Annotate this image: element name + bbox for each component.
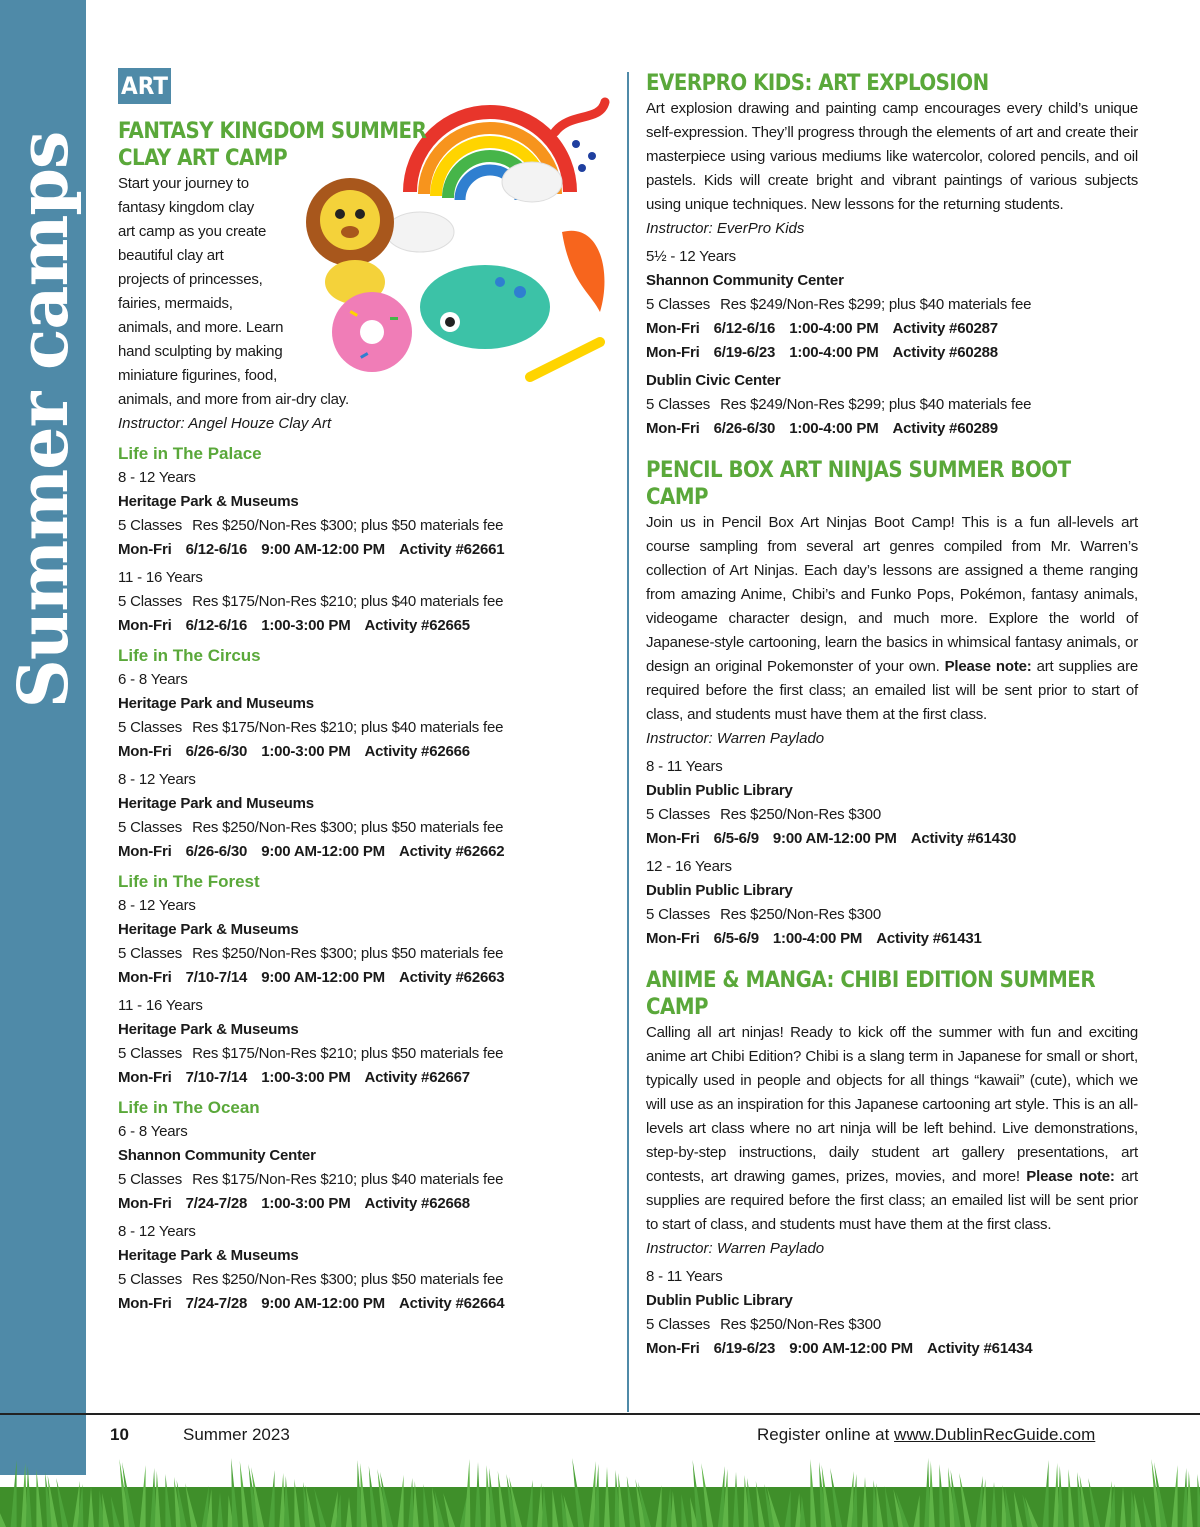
website-link[interactable]: www.DublinRecGuide.com [894,1425,1096,1444]
schedule-line [646,317,1138,341]
desc-text: art supplies are required before the first class; an emailed list will be sent prior to start of class, and students must have them at the first class. [646,1168,1139,1233]
fee-line [646,393,1138,417]
desc-line: hand sculpting by making [118,343,283,360]
dates: 7/24-7/28 [185,1195,248,1212]
schedule-line [646,827,1138,851]
camp-title-fantasy-kingdom: FANTASY KINGDOM SUMMER CLAY ART CAMP [118,119,427,171]
classes-count: 5 Classes [646,806,711,823]
activity-number: Activity #62661 [398,541,505,558]
location: Shannon Community Center [118,1147,316,1164]
schedule-line [118,1066,608,1090]
desc-line: Start your journey to [118,175,249,192]
camp-description-pencil-box [646,511,1138,727]
page-number: 10 [110,1425,129,1444]
desc-text: Calling all art ninjas! Ready to kick off the summer with fun and exciting anime art Chibi Edition? Chibi is a slang term in Japanese for small or short, typically used in people and objects for all things “kawaii” (cute), which we will use as an inspiration for this Japanese cartooning art style. This is an all-levels art class where no art ninja will be left behind. Live demonstrations, step-by-step instructions, daily student art gallery presentations, art contests, art drawing games, prizes, movies, and more! [646,1024,1138,1185]
classes-count: 5 Classes [646,906,711,923]
location: Heritage Park & Museums [118,921,299,938]
desc-line: animals, and more from air-dry clay. [118,391,349,408]
camp-description-fantasy-kingdom [118,172,408,388]
camp-title-anime-manga: ANIME & MANGA: CHIBI EDITION SUMMER CAMP [646,968,1096,1020]
fee: Res $175/Non-Res $210; plus $50 materials fee [192,1045,504,1062]
grass-border [0,1442,1200,1527]
age-range: 8 - 11 Years [646,758,723,775]
days: Mon-Fri [646,930,700,947]
session-group-title: Life in The Ocean [118,1098,260,1117]
days: Mon-Fri [646,344,700,361]
activity-number: Activity #61430 [910,830,1017,847]
right-column [646,70,1138,1361]
session-group-title: Life in The Circus [118,646,261,665]
desc-line: miniature figurines, food, [118,367,278,384]
fee: Res $250/Non-Res $300 [720,806,881,823]
days: Mon-Fri [118,1295,172,1312]
dates: 6/26-6/30 [185,743,248,760]
dates: 7/10-7/14 [185,1069,248,1086]
schedule-line [118,1192,608,1216]
fee-line [118,1268,608,1292]
camp-title-everpro: EVERPRO KIDS: ART EXPLOSION [646,71,989,96]
time: 9:00 AM-12:00 PM [789,1340,913,1357]
days: Mon-Fri [118,1195,172,1212]
time: 9:00 AM-12:00 PM [261,541,385,558]
activity-number: Activity #60289 [892,420,998,437]
instructor: Instructor: Warren Paylado [646,1240,825,1257]
activity-number: Activity #62664 [398,1295,505,1312]
classes-count: 5 Classes [118,1271,183,1288]
fee-line [646,1313,1138,1337]
time: 1:00-4:00 PM [772,930,863,947]
session-groups [118,442,608,1316]
activity-number: Activity #61431 [876,930,982,947]
schedule-line [646,927,1138,951]
time: 1:00-4:00 PM [789,420,879,437]
classes-count: 5 Classes [118,819,183,836]
activity-number: Activity #62666 [364,743,470,760]
time: 9:00 AM-12:00 PM [261,843,385,860]
days: Mon-Fri [646,1340,700,1357]
days: Mon-Fri [646,830,700,847]
camp-title-pencil-box: PENCIL BOX ART NINJAS SUMMER BOOT CAMP [646,458,1071,510]
fee-line [118,942,608,966]
dates: 6/19-6/23 [713,344,776,361]
dates: 6/12-6/16 [713,320,776,337]
activity-number: Activity #62668 [364,1195,470,1212]
activity-number: Activity #60287 [892,320,998,337]
footer-season: Summer 2023 [183,1425,290,1444]
fee: Res $175/Non-Res $210; plus $40 materials fee [192,593,504,610]
classes-count: 5 Classes [118,719,183,736]
fee: Res $250/Non-Res $300; plus $50 materials fee [192,945,504,962]
classes-count: 5 Classes [118,1171,183,1188]
dates: 7/24-7/28 [185,1295,248,1312]
fee: Res $175/Non-Res $210; plus $40 materials fee [192,1171,504,1188]
activity-number: Activity #61434 [926,1340,1033,1357]
register-text: Register online at [757,1425,890,1444]
dates: 6/26-6/30 [713,420,776,437]
time: 1:00-3:00 PM [261,617,351,634]
age-range: 8 - 12 Years [118,897,196,914]
days: Mon-Fri [118,617,172,634]
fee: Res $250/Non-Res $300; plus $50 materials fee [192,819,504,836]
location: Dublin Public Library [646,782,793,799]
fee-line [646,903,1138,927]
desc-line: art camp as you create [118,223,267,240]
schedule-line [118,614,608,638]
desc-text: Join us in Pencil Box Art Ninjas Boot Camp! This is a fun all-levels art course sampling from several art genres compiled from Mr. Warren’s collection of Art Ninjas. Each day’s lessons are assigned a theme ranging from amazing Anime, Chibi’s and Funko Pops, Pokémon, fantasy animals, videogame character design, and much more. Explore the world of Japanese-style cartooning, learn the basics in whimsical fantasy animals, or design an original Pokemonster of your own. [646,514,1138,675]
note-label: Please note: [1026,1168,1115,1185]
location: Heritage Park and Museums [118,695,314,712]
classes-count: 5 Classes [646,296,711,313]
fee: Res $250/Non-Res $300 [720,906,881,923]
session-group-title: Life in The Palace [118,444,262,463]
classes-count: 5 Classes [646,1316,711,1333]
camp-description-everpro: Art explosion drawing and painting camp encourages every child’s unique self-expression. They’ll progress through the elements of art and create their masterpiece using various mediums like watercolor, colored pencils, and oil pastels. Kids will create bright and vibrant paintings of various subjects using unique techniques. New lessons for the returning students. [646,100,1138,213]
time: 1:00-3:00 PM [261,1069,351,1086]
dates: 6/19-6/23 [713,1340,776,1357]
dates: 6/12-6/16 [185,617,248,634]
time: 1:00-3:00 PM [261,743,351,760]
classes-count: 5 Classes [118,517,183,534]
location: Heritage Park & Museums [118,1247,299,1264]
dates: 7/10-7/14 [185,969,248,986]
camp-description-anime-manga [646,1021,1138,1237]
location: Dublin Civic Center [646,372,781,389]
activity-number: Activity #60288 [892,344,998,361]
desc-line: fantasy kingdom clay [118,199,255,216]
age-range: 6 - 8 Years [118,671,188,688]
schedule-line [118,740,608,764]
age-range: 8 - 12 Years [118,1223,196,1240]
time: 9:00 AM-12:00 PM [772,830,897,847]
note-label: Please note: [944,658,1032,675]
classes-count: 5 Classes [118,1045,183,1062]
age-range: 8 - 11 Years [646,1268,723,1285]
location: Heritage Park and Museums [118,795,314,812]
schedule-line [646,417,1138,441]
age-range: 12 - 16 Years [646,858,732,875]
days: Mon-Fri [118,969,172,986]
instructor: Instructor: Warren Paylado [646,730,825,747]
fee-line [118,590,608,614]
time: 1:00-4:00 PM [789,320,879,337]
days: Mon-Fri [646,420,700,437]
desc-line: projects of princesses, [118,271,263,288]
schedule-line [118,1292,608,1316]
age-range: 11 - 16 Years [118,569,203,586]
fee-line [646,803,1138,827]
time: 1:00-3:00 PM [261,1195,351,1212]
activity-number: Activity #62665 [364,617,470,634]
dates: 6/12-6/16 [185,541,248,558]
session-list [646,751,1138,951]
fee-line [118,514,608,538]
fee: Res $249/Non-Res $299; plus $40 materials fee [720,396,1032,413]
section-tag-art: ART [118,68,171,104]
age-range: 6 - 8 Years [118,1123,188,1140]
classes-count: 5 Classes [118,593,183,610]
age-range: 8 - 12 Years [118,469,196,486]
location: Dublin Public Library [646,882,793,899]
dates: 6/5-6/9 [713,930,759,947]
side-band-title: Summer camps [4,131,84,709]
fee-line [118,1042,608,1066]
days: Mon-Fri [118,743,172,760]
fee: Res $250/Non-Res $300 [720,1316,881,1333]
fee: Res $249/Non-Res $299; plus $40 materials fee [720,296,1032,313]
location: Heritage Park & Museums [118,1021,299,1038]
time: 9:00 AM-12:00 PM [261,1295,385,1312]
days: Mon-Fri [646,320,700,337]
schedule-line [118,966,608,990]
desc-line: fairies, mermaids, [118,295,233,312]
location: Dublin Public Library [646,1292,793,1309]
column-divider [627,72,629,1412]
activity-number: Activity #62662 [398,843,505,860]
classes-count: 5 Classes [118,945,183,962]
schedule-line [118,840,608,864]
schedule-line [118,538,608,562]
fee-line [646,293,1138,317]
footer-rule [0,1413,1200,1415]
location: Heritage Park & Museums [118,493,299,510]
fee: Res $250/Non-Res $300; plus $50 materials fee [192,1271,504,1288]
fee: Res $250/Non-Res $300; plus $50 materials fee [192,517,504,534]
location: Shannon Community Center [646,272,844,289]
age-range: 8 - 12 Years [118,771,196,788]
dates: 6/5-6/9 [713,830,759,847]
desc-line: animals, and more. Learn [118,319,284,336]
side-band [0,0,86,1475]
session-group-title: Life in The Forest [118,872,260,891]
classes-count: 5 Classes [646,396,711,413]
days: Mon-Fri [118,1069,172,1086]
desc-line: beautiful clay art [118,247,224,264]
time: 9:00 AM-12:00 PM [261,969,385,986]
days: Mon-Fri [118,541,172,558]
dates: 6/26-6/30 [185,843,248,860]
desc-text: art supplies are required before the first class; an emailed list will be sent prior to start of class, and students must have them at the first class. [646,658,1139,723]
fee-line [118,816,608,840]
fee-line [118,716,608,740]
days: Mon-Fri [118,843,172,860]
instructor: Instructor: EverPro Kids [646,220,805,237]
fee: Res $175/Non-Res $210; plus $40 materials fee [192,719,504,736]
schedule-line [646,1337,1138,1361]
left-column [118,118,608,1316]
fee-line [118,1168,608,1192]
age-range: 5½ - 12 Years [646,248,736,265]
activity-number: Activity #62663 [398,969,505,986]
instructor: Instructor: Angel Houze Clay Art [118,415,332,432]
age-range: 11 - 16 Years [118,997,203,1014]
schedule-line [646,341,1138,365]
activity-number: Activity #62667 [364,1069,470,1086]
time: 1:00-4:00 PM [789,344,879,361]
